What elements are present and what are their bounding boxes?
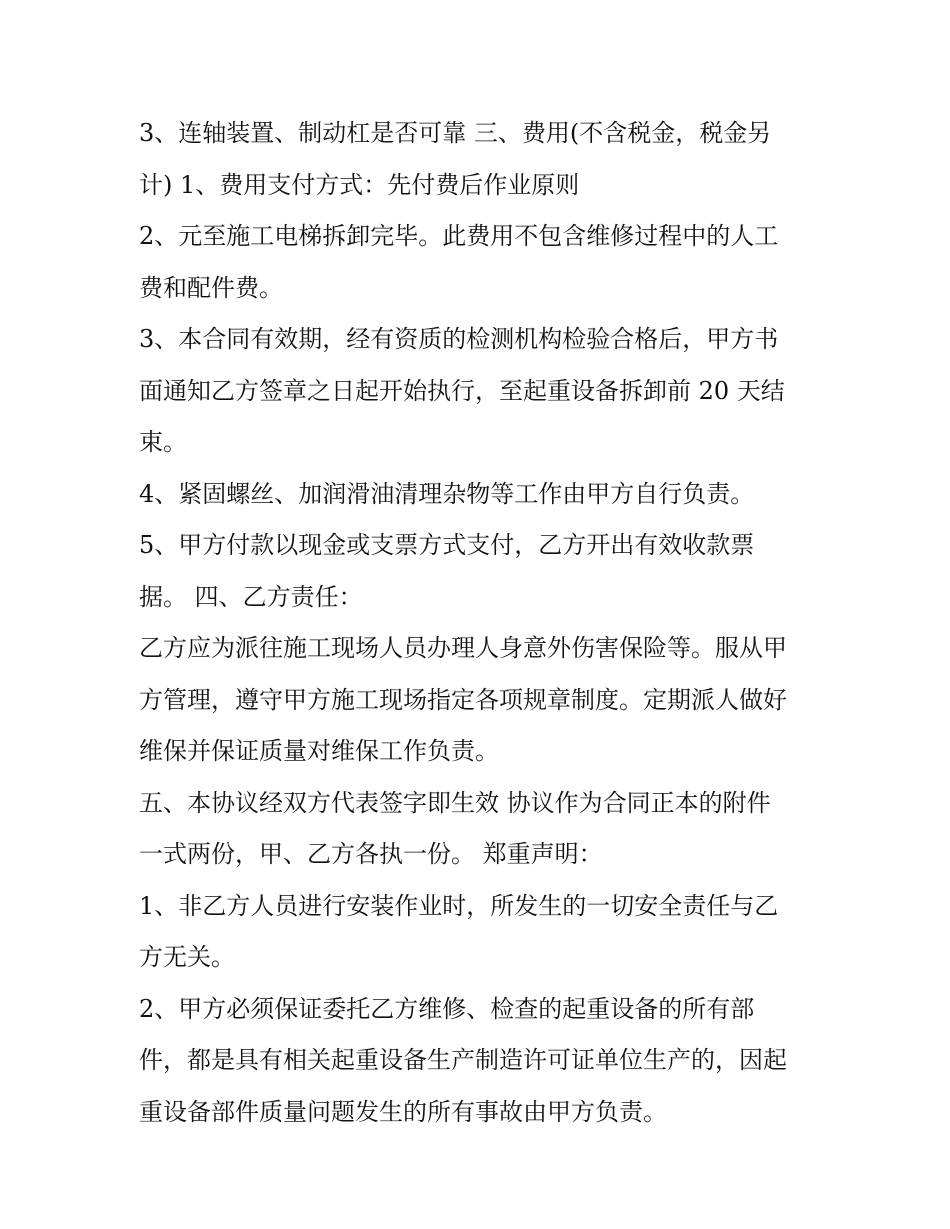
text-line: 费和配件费。 <box>139 273 283 302</box>
text-line: 计) 1、费用支付方式：先付费后作业原则 <box>139 170 580 199</box>
document-body <box>139 108 819 1138</box>
paragraph-agreement-effect <box>139 778 819 881</box>
text-line: 维保并保证质量对维保工作负责。 <box>139 737 499 765</box>
paragraph-fee-scope <box>139 211 819 314</box>
paragraph-contract-validity <box>139 314 819 469</box>
text-line: 方管理，遵守甲方施工现场指定各项规章制度。定期派人做好 <box>139 685 787 714</box>
text-line: 重设备部件质量问题发生的所有事故由甲方负责。 <box>139 1097 667 1126</box>
text-line: 3、本合同有效期，经有资质的检测机构检验合格后，甲方书 <box>139 325 779 353</box>
text-line: 件，都是具有相关起重设备生产制造许可证单位生产的，因起 <box>139 1046 787 1074</box>
paragraph-maintenance-duties <box>139 469 819 521</box>
text-line: 一式两份，甲、乙方各执一份。 郑重声明： <box>139 840 603 868</box>
text-line: 4、紧固螺丝、加润滑油清理杂物等工作由甲方自行负责。 <box>139 479 755 508</box>
text-line: 方无关。 <box>139 943 235 971</box>
text-line: 乙方应为派往施工现场人员办理人身意外伤害保险等。服从甲 <box>139 634 787 662</box>
paragraph-payment-method <box>139 520 819 623</box>
text-line: 据。 四、乙方责任： <box>139 582 363 611</box>
text-line: 2、甲方必须保证委托乙方维修、检查的起重设备的所有部 <box>139 994 755 1023</box>
text-line: 束。 <box>139 428 187 456</box>
paragraph-declaration-1 <box>139 881 819 984</box>
paragraph-declaration-2 <box>139 984 819 1139</box>
text-line: 3、连轴装置、制动杠是否可靠 三、费用(不含税金，税金另 <box>139 119 772 147</box>
paragraph-party-b-responsibilities <box>139 623 819 778</box>
text-line: 1、非乙方人员进行安装作业时，所发生的一切安全责任与乙 <box>139 891 779 920</box>
text-line: 5、甲方付款以现金或支票方式支付，乙方开出有效收款票 <box>139 531 755 559</box>
text-line: 2、元至施工电梯拆卸完毕。此费用不包含维修过程中的人工 <box>139 222 779 250</box>
text-line: 面通知乙方签章之日起开始执行，至起重设备拆卸前 20 天结 <box>139 376 785 405</box>
text-line: 五、本协议经双方代表签字即生效 协议作为合同正本的附件 <box>139 788 771 817</box>
paragraph-coupling-and-fees <box>139 108 819 211</box>
